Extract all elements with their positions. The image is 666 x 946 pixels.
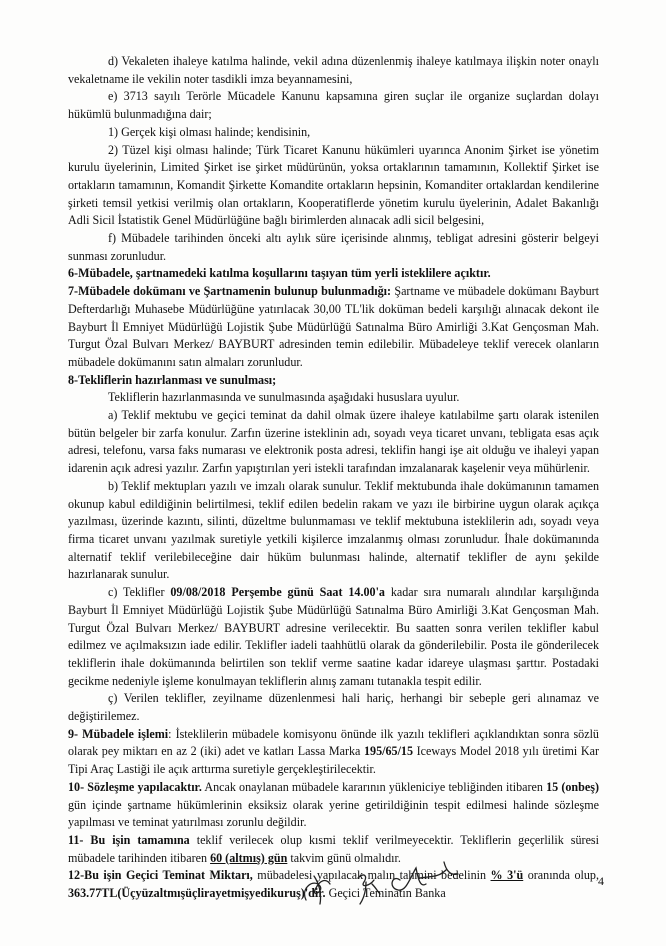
- section-10-pre: Ancak onaylanan mübadele kararının yükleniciye tebliğinden itibaren: [201, 779, 547, 794]
- signature-3-icon: [392, 862, 458, 890]
- section-9-pre: : İsteklilerin mübadele komisyonu önünde ilk yazılı teklifleri açıklandıktan sonra sözlü olarak pey miktarı en az 2 (iki) adet ve katları Lassa Marka: [68, 726, 599, 759]
- signature-1-icon: [305, 876, 330, 904]
- section-10-heading: 10- Sözleşme yapılacaktır.: [68, 779, 202, 794]
- section-8-c-pre: c) Teklifler: [108, 585, 171, 600]
- section-8-b: b) Teklif mektupları yazılı ve imzalı olarak sunulur. Teklif mektubunda ihale dokümanının tamamen okunup kabul edildiğinin belirtilmesi, teklif edilen bedelin rakam ve yazı ile birbirine uygun olarak açıkça yazılması, üzerinde kazıntı, silinti, düzeltme bulunmaması ve teklif mektubuna isteklilerin adı, soyadı veya firma ticaret unvanı yazılmak suretiyle yetkili kişilerce imzalanmış olması zorunludur. İhale dokümanında alternatif teklif verilebileceğine dair hüküm bulunması halinde, alternatif teklifler de aynı şekilde hazırlanarak sunulur.: [68, 478, 599, 582]
- validity-period: 60 (altmış) gün: [210, 850, 288, 865]
- section-7-text: Şartname ve mübadele dokümanı Bayburt Defterdarlığı Muhasebe Müdürlüğüne yatırılacak 30,00 TL'lik doküman bedeli karşılığı alınacak dekont ile Bayburt İl Emniyet Müdürlüğü Lojistik Şube Müdürlüğü Satınalma Büro Amirliği 3.Kat Gençosman Mah. Turgut Özal Bulvarı Merkez/ BAYBURT adresinden temin edilebilir. Mübadeleye teklif verecek olanların mübadele dokümanını satın almaları zorunludur.: [68, 284, 600, 369]
- section-12-pre: mübadelesi yapılacak malın tahmini bedelinin: [252, 868, 491, 883]
- section-9-post: Iceways Model 2018 yılı üretimi Kar Tipi Araç Lastiği ile açık arttırma suretiyle gerçekleştirilecektir.: [68, 744, 599, 777]
- section-10-post: gün içinde şartname hükümlerinin eksiksiz olarak yerine getirildiğinin tespit edilmesi halinde sözleşme yapılması ve teminat yatırılması zorunlu değildir.: [68, 797, 599, 830]
- section-9-heading: 9- Mübadele işlemi: [68, 726, 169, 741]
- tire-size: 195/65/15: [363, 744, 414, 759]
- section-10: [68, 779, 599, 832]
- page-number: 4: [598, 874, 604, 888]
- section-11-post: takvim günü olmalıdır.: [287, 850, 401, 865]
- section-11-heading: 11- Bu işin tamamına: [68, 832, 190, 847]
- paragraph-d: d) Vekaleten ihaleye katılma halinde, vekil adına düzenlenmiş ihaleye katılmaya ilişkin noter onaylı vekaletname ile vekilin noter tasdikli imza beyannamesini,: [68, 54, 599, 86]
- section-8-cc: ç) Verilen teklifler, zeyilname düzenlenmesi hali hariç, herhangi bir sebeple geri alınamaz ve değiştirilemez.: [68, 691, 599, 724]
- section-6: 6-Mübadele, şartnamedeki katılma koşullarını taşıyan tüm yerli isteklilere açıktır.: [68, 266, 491, 281]
- section-8-c: [68, 584, 599, 690]
- section-8-c-post: kadar sıra numaralı alındılar karşılığında Bayburt İl Emniyet Müdürlüğü Lojistik Şube Müdürlüğü Satınalma Büro Amirliği 3.Kat Gençosman Mah. Turgut Özal Bulvarı Merkez/ BAYBURT adresine verilecektir. Bu saatten sonra verilen teklifler kabul edilmez ve açılmaksızın iade edilir. Teklifler iadeli taahhütlü olarak da gönderilebilir. Posta ile gönderilecek tekliflerin ihale dokümanında belirtilen son teklif verme saatine kadar idareye ulaşması şarttır. Postadaki gecikme nedeniyle işleme konulmayan tekliflerin alınış zamanı tutanakla tespit edilir.: [68, 585, 599, 688]
- document-body: [68, 53, 599, 903]
- paragraph-e2: 2) Tüzel kişi olması halinde; Türk Ticaret Kanunu hükümleri uyarınca Anonim Şirket ise yönetim kurulu üyelerinin, Limited Şirket ise şirket müdürünün, yoksa ortaklarının tamamının, Kollektif Şirket ise ortakların tamamının, Komandit Şirkette Komandite ortakların hepsinin, Komanditer ortaklardan kendilerine şirketi temsil yetkisi verilmiş olan ortakların, Kooperatiflerde yönetim kurulu üyelerinin, Adalet Bakanlığı Adli Sicil İstatistik Genel Müdürlüğüne bağlı birimlerden alınacak adli sicil belgesini,: [68, 142, 599, 228]
- deadline-date: 09/08/2018 Perşembe günü Saat 14.00'a: [170, 585, 385, 600]
- paragraph-e: e) 3713 sayılı Terörle Mücadele Kanunu kapsamına giren suçlar ile organize suçlardan dolayı hükümlü bulunmadığına dair;: [68, 89, 599, 122]
- paragraph-f: f) Mübadele tarihinden önceki altı aylık süre içerisinde alınmış, tebligat adresini gösterir belgeyi sunması zorunludur.: [68, 231, 599, 263]
- paragraph-e1: 1) Gerçek kişi olması halinde; kendisinin,: [108, 124, 311, 139]
- section-12-post: Geçici Teminatın Banka: [325, 886, 446, 901]
- section-7-heading: 7-Mübadele dokümanı ve Şartnamenin bulunup bulunmadığı:: [68, 284, 392, 299]
- signature-2-icon: [358, 875, 380, 904]
- signatures: [280, 848, 540, 908]
- section-8-intro: Tekliflerin hazırlanmasında ve sunulmasında aşağıdaki hususlara uyulur.: [108, 390, 460, 405]
- section-11-pre: teklif verilecek olup kısmi teklif verilmeyecektir. Tekliflerin geçerlilik süresi mübadele tarihinden itibaren: [68, 832, 600, 865]
- section-12-heading: 12-Bu işin Geçici Teminat Miktarı,: [68, 868, 253, 883]
- section-7: [68, 283, 599, 372]
- guarantee-amount: 363.77TL(Üçyüzaltmışüçlirayetmişyedikuruş)'dir.: [68, 886, 326, 901]
- section-9: [68, 726, 599, 779]
- guarantee-rate: % 3'ü: [490, 868, 524, 883]
- section-8-a: a) Teklif mektubu ve geçici teminat da dahil olmak üzere ihaleye katılabilme şartı olarak istenilen bütün belgeler bir zarfa konulur. Zarfın üzerine isteklinin adı, soyadı veya ticaret unvanı, tebligata esas açık adresi, telefonu, varsa faks numarası ve elektronik posta adresi, teklifin hangi işe ait olduğu ve ihaleyi yapan idarenin açık adresi yazılır. Zarfın yapıştırılan yeri istekli tarafından imzalanarak kaşelenir veya mühürlenir.: [68, 408, 599, 476]
- section-8-heading: 8-Tekliflerin hazırlanması ve sunulması;: [68, 372, 277, 387]
- section-12-mid: oranında olup,: [523, 868, 599, 883]
- contract-days: 15 (onbeş): [546, 779, 599, 794]
